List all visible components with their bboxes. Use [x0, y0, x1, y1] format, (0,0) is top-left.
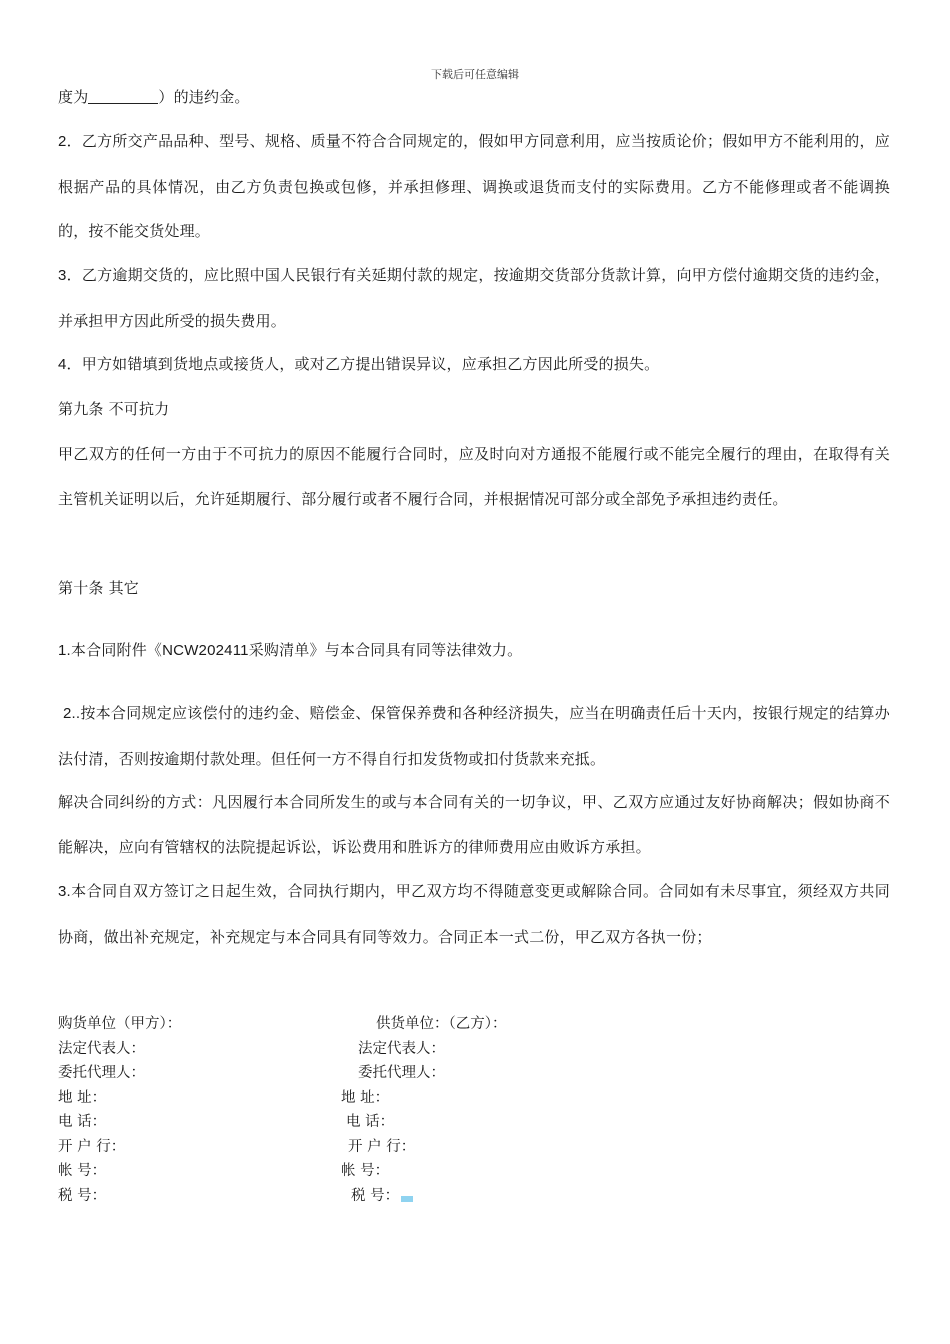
seller-account: 帐 号： — [341, 1163, 390, 1179]
buyer-label: 购货单位（甲方）： — [58, 1016, 182, 1032]
article-9-title: 第九条 不可抗力 — [58, 400, 170, 418]
buyer-tax: 税 号： — [58, 1187, 107, 1204]
dispute-resolution: 解决合同纠纷的方式：凡因履行本合同所发生的或与本合同有关的一切争议，甲、乙双方应通过友好协商解决；假如协商不能解决，应向有管辖权的法院提起诉讼，诉讼费用和胜诉方的律师费用应由败诉方承担。 — [58, 793, 890, 856]
clause-10-3: 3.本合同自双方签订之日起生效，合同执行期内，甲乙双方均不得随意变更或解除合同。合同如有未尽事宜，须经双方共同协商，做出补充规定，补充规定与本合同具有同等效力。合同正本一式二份，甲乙双方各执一份； — [58, 882, 890, 946]
text-cursor-highlight — [401, 1196, 413, 1202]
seller-tax: 税 号： — [351, 1184, 413, 1209]
clause-4: 4．甲方如错填到货地点或接货人，或对乙方提出错误异议，应承担乙方因此所受的损失。 — [58, 355, 660, 373]
clause-2: 2．乙方所交产品品种、型号、规格、质量不符合合同规定的，假如甲方同意利用，应当按质论价；假如甲方不能利用的，应根据产品的具体情况，由乙方负责包换或包修，并承担修理、调换或退货而支付的实际费用。乙方不能修理或者不能调换的，按不能交货处理。 — [58, 132, 890, 240]
clause-10-2: 2..按本合同规定应该偿付的违约金、赔偿金、保管保养费和各种经济损失，应当在明确责任后十天内，按银行规定的结算办法付清，否则按逾期付款处理。但任何一方不得自行扣发货物或扣付货款来充抵。 — [58, 704, 890, 768]
clause-10-1: 1.本合同附件《NCW202411采购清单》与本合同具有同等法律效力。 — [58, 641, 523, 659]
buyer-address: 地 址： — [58, 1089, 107, 1106]
seller-bank: 开 户 行： — [348, 1138, 416, 1155]
seller-phone: 电 话： — [346, 1114, 395, 1130]
blank-field — [88, 89, 158, 104]
buyer-account: 帐 号： — [58, 1163, 107, 1179]
buyer-bank: 开 户 行： — [58, 1138, 126, 1155]
article-9-text: 甲乙双方的任何一方由于不可抗力的原因不能履行合同时，应及时向对方通报不能履行或不能完全履行的理由，在取得有关主管机关证明以后，允许延期履行、部分履行或者不履行合同，并根据情况可部分或全部免予承担违约责任。 — [58, 445, 890, 508]
paragraph-penalty-degree: 度为 ）的违约金。 — [58, 88, 250, 106]
seller-legal-rep: 法定代表人： — [358, 1040, 445, 1057]
seller-address: 地 址： — [341, 1089, 390, 1106]
seller-agent: 委托代理人： — [358, 1065, 445, 1081]
clause-3: 3．乙方逾期交货的，应比照中国人民银行有关延期付款的规定，按逾期交货部分货款计算，向甲方偿付逾期交货的违约金，并承担甲方因此所受的损失费用。 — [58, 266, 890, 330]
buyer-agent: 委托代理人： — [58, 1065, 145, 1081]
buyer-phone: 电 话： — [58, 1114, 107, 1130]
buyer-legal-rep: 法定代表人： — [58, 1040, 145, 1057]
article-10-title: 第十条 其它 — [58, 579, 139, 597]
signature-buyer-block — [58, 1012, 181, 1208]
page-header: 下载后可任意编辑 — [431, 68, 519, 81]
seller-label: 供货单位：（乙方）： — [376, 1016, 507, 1032]
